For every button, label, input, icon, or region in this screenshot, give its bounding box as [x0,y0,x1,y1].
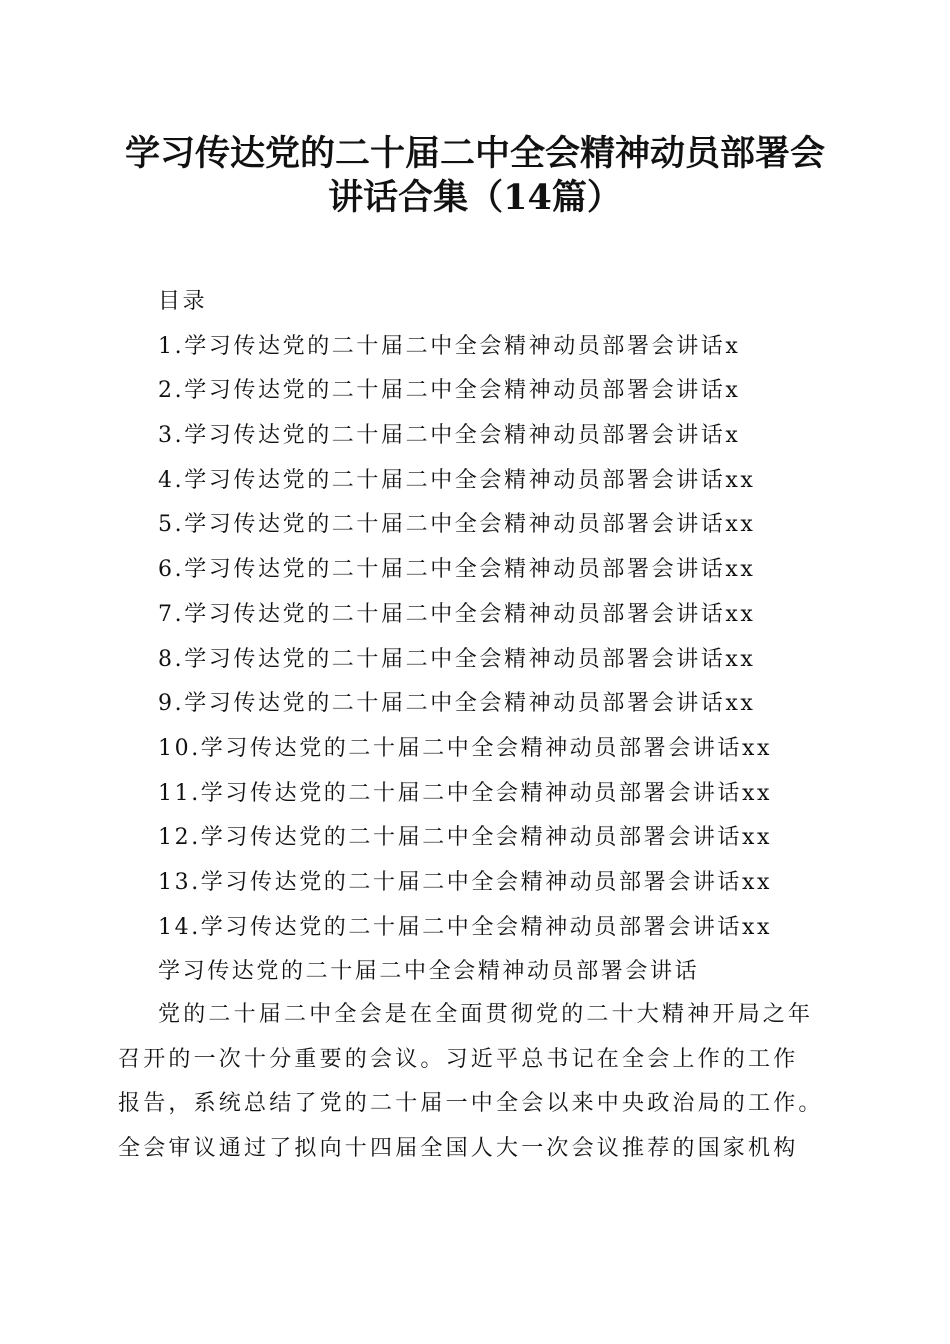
toc-item[interactable]: 1.学习传达党的二十届二中全会精神动员部署会讲话x [158,333,741,359]
toc-item[interactable]: 4.学习传达党的二十届二中全会精神动员部署会讲话xx [158,467,756,493]
toc-heading: 目录 [158,289,208,314]
toc-item[interactable]: 12.学习传达党的二十届二中全会精神动员部署会讲话xx [158,825,773,851]
toc-item[interactable]: 7.学习传达党的二十届二中全会精神动员部署会讲话xx [158,601,756,627]
toc-item[interactable]: 13.学习传达党的二十届二中全会精神动员部署会讲话xx [158,869,773,895]
document-title [0,132,950,220]
table-of-contents [158,280,858,995]
toc-item[interactable]: 9.学习传达党的二十届二中全会精神动员部署会讲话xx [158,691,756,717]
toc-item[interactable]: 8.学习传达党的二十届二中全会精神动员部署会讲话xx [158,646,756,672]
paragraph-line: 召开的一次十分重要的会议。习近平总书记在全会上作的工作 [118,1046,799,1072]
toc-item[interactable]: 3.学习传达党的二十届二中全会精神动员部署会讲话x [158,423,741,449]
toc-item[interactable]: 14.学习传达党的二十届二中全会精神动员部署会讲话xx [158,914,773,940]
toc-item[interactable]: 11.学习传达党的二十届二中全会精神动员部署会讲话xx [158,780,773,806]
toc-item[interactable]: 5.学习传达党的二十届二中全会精神动员部署会讲话xx [158,512,756,538]
toc-item[interactable]: 2.学习传达党的二十届二中全会精神动员部署会讲话x [158,378,741,404]
body-paragraph [118,993,834,1172]
paragraph-line: 党的二十届二中全会是在全面贯彻党的二十大精神开局之年 [158,1002,814,1027]
title-line-1: 学习传达党的二十届二中全会精神动员部署会 [124,133,825,174]
section-title: 学习传达党的二十届二中全会精神动员部署会讲话 [158,959,700,985]
toc-item[interactable]: 10.学习传达党的二十届二中全会精神动员部署会讲话xx [158,735,773,761]
toc-item[interactable]: 6.学习传达党的二十届二中全会精神动员部署会讲话xx [158,557,756,583]
paragraph-line: 报告，系统总结了党的二十届一中全会以来中央政治局的工作。 [118,1091,824,1117]
paragraph-line: 全会审议通过了拟向十四届全国人大一次会议推荐的国家机构 [118,1136,799,1162]
title-line-2: 讲话合集（14篇） [328,177,622,218]
